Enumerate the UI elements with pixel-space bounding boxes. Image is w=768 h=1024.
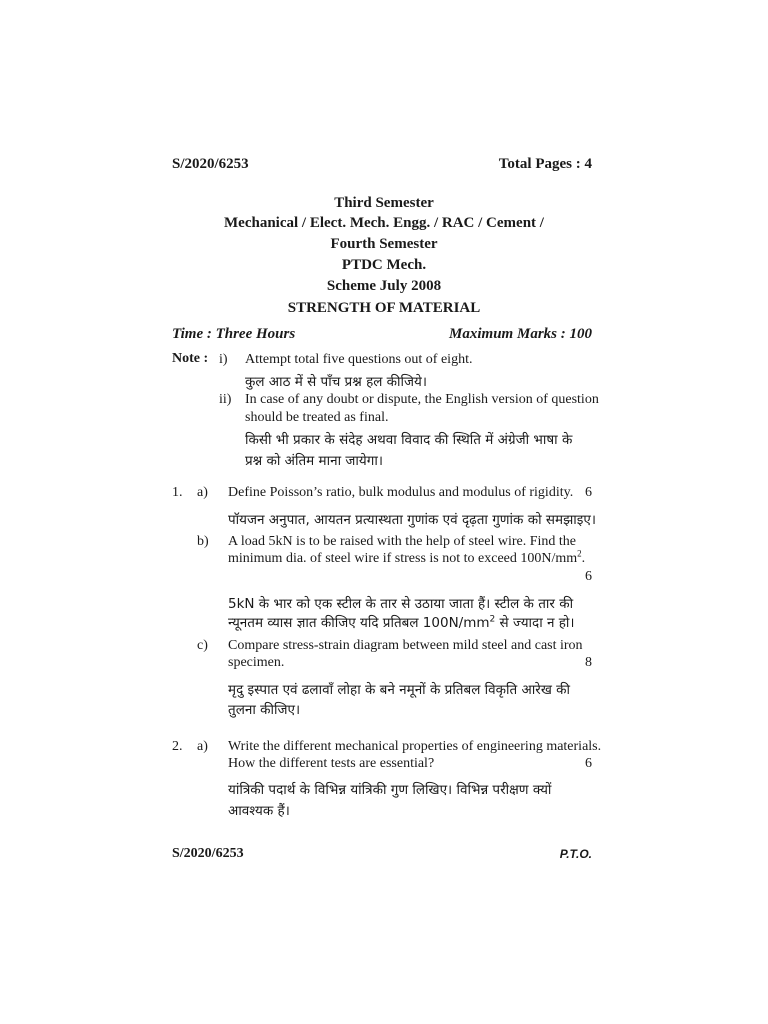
title-fourth-semester: Fourth Semester: [330, 236, 438, 252]
question-text: A load 5kN is to be raised with the help of steel wire. Find the: [228, 534, 576, 549]
question-text: Write the different mechanical properties of engineering materials.: [228, 739, 602, 754]
question-hindi: यांत्रिकी पदार्थ के विभिन्न यांत्रिकी गुण लिखिए। विभिन्न परीक्षण क्यों: [228, 782, 552, 798]
title-scheme: Scheme July 2008: [326, 278, 442, 294]
question-text: Compare stress-strain diagram between mild steel and cast iron: [228, 638, 583, 653]
part-label: b): [197, 534, 209, 549]
note-item-number: ii): [219, 392, 232, 407]
note-item-text: In case of any doubt or dispute, the English version of question: [245, 392, 599, 407]
marks: 6: [585, 485, 592, 500]
paper-code: S/2020/6253: [172, 156, 249, 172]
marks: 6: [585, 569, 592, 584]
title-ptdc: PTDC Mech.: [341, 257, 427, 273]
footer-paper-code: S/2020/6253: [172, 846, 244, 861]
title-branches: Mechanical / Elect. Mech. Engg. / RAC / Cement /: [224, 215, 544, 231]
question-text: How the different tests are essential?: [228, 756, 435, 771]
question-hindi: न्यूनतम व्यास ज्ञात कीजिए यदि प्रतिबल $100N/mm^2$ से ज्यादा न हो।: [228, 614, 575, 631]
title-semester: Third Semester: [334, 195, 434, 211]
question-text: Define Poisson’s ratio, bulk modulus and modulus of rigidity.: [228, 485, 574, 500]
title-subject: STRENGTH OF MATERIAL: [287, 300, 481, 316]
question-hindi: 5kN के भार को एक स्टील के तार से उठाया जाता हैं। स्टील के तार की: [228, 596, 574, 612]
please-turn-over: P.T.O.: [559, 847, 592, 861]
question-text: specimen.: [228, 655, 285, 670]
question-hindi: तुलना कीजिए।: [228, 702, 301, 718]
note-item-number: i): [219, 352, 228, 367]
question-hindi: पॉयजन अनुपात, आयतन प्रत्यास्थता गुणांक एवं दृढ़ता गुणांक को समझाइए।: [228, 512, 596, 528]
part-label: a): [197, 485, 208, 500]
maximum-marks: Maximum Marks : 100: [449, 326, 592, 342]
marks: 8: [585, 655, 592, 670]
question-number: 1.: [172, 485, 183, 500]
note-item-text: Attempt total five questions out of eight.: [245, 352, 473, 367]
time-allowed: Time : Three Hours: [172, 326, 296, 342]
note-item-text: should be treated as final.: [245, 410, 389, 425]
note-item-hindi: कुल आठ में से पाँच प्रश्न हल कीजिये।: [245, 374, 428, 390]
part-label: c): [197, 638, 208, 653]
total-pages: Total Pages : 4: [498, 156, 592, 172]
question-hindi: मृदु इस्पात एवं ढलावाँ लोहा के बने नमूनों के प्रतिबल विकृति आरेख की: [228, 682, 571, 698]
question-hindi: आवश्यक हैं।: [228, 803, 290, 819]
note-item-hindi: किसी भी प्रकार के संदेह अथवा विवाद की स्थिति में अंग्रेजी भाषा के: [245, 432, 573, 448]
part-label: a): [197, 739, 208, 754]
question-number: 2.: [172, 739, 183, 754]
marks: 6: [585, 756, 592, 771]
question-text: minimum dia. of steel wire if stress is not to exceed $100N/mm^2$.: [228, 548, 586, 566]
note-item-hindi: प्रश्न को अंतिम माना जायेगा।: [245, 453, 383, 469]
note-label: Note :: [172, 351, 209, 366]
